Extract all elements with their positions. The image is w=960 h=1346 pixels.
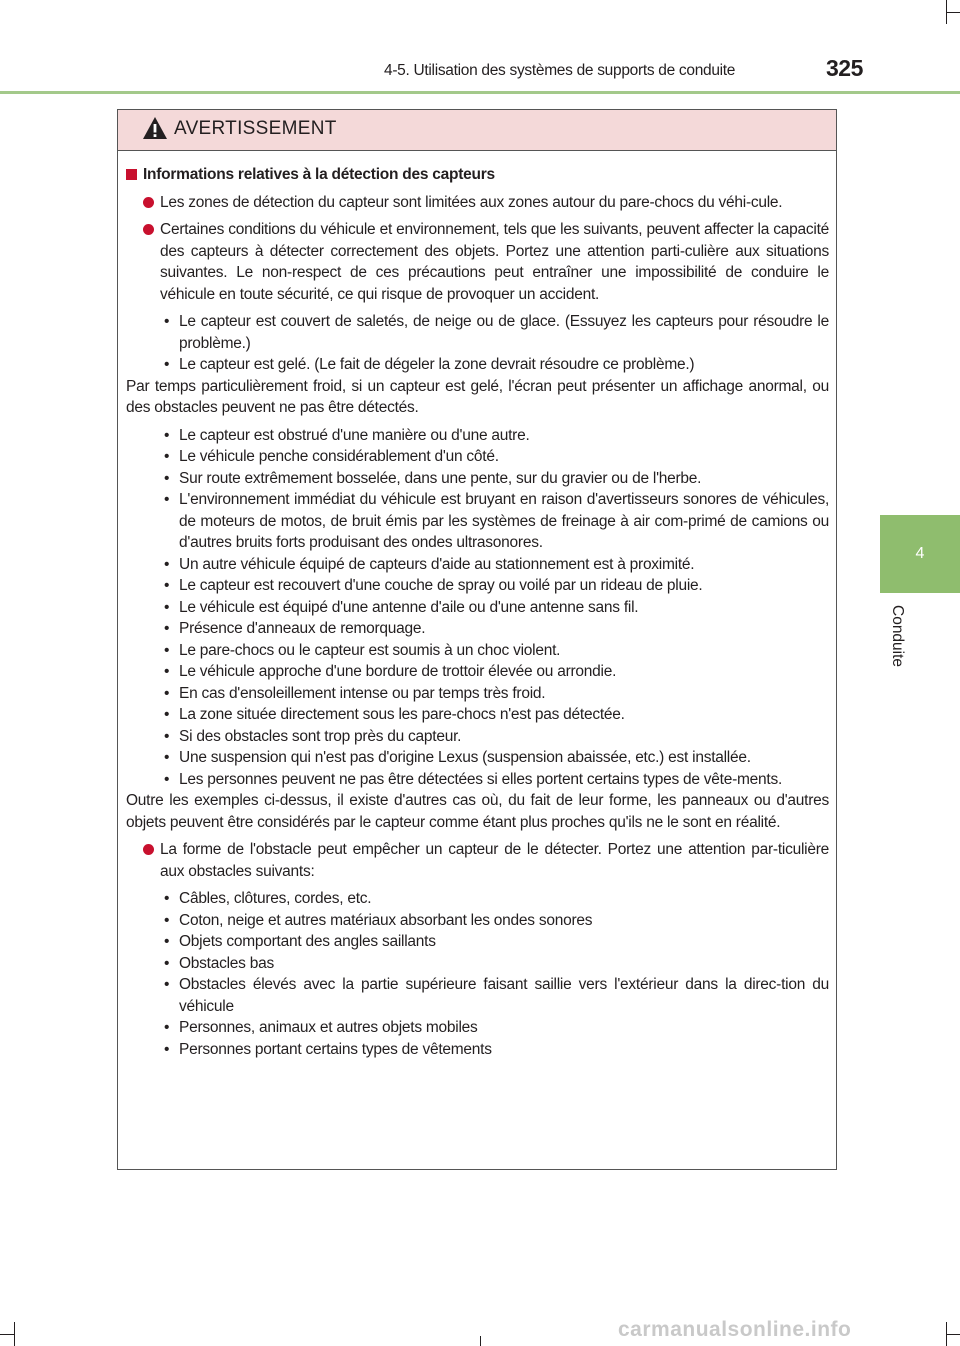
sub-list <box>143 311 829 376</box>
list-item: • Un autre véhicule équipé de capteurs d'aide au stationnement est à proximité. <box>143 554 829 576</box>
list-item: • Le véhicule penche considérablement d'un côté. <box>143 446 829 468</box>
warning-triangle-icon <box>142 116 168 140</box>
chapter-number: 4 <box>915 545 925 562</box>
list-item: • Le capteur est gelé. (Le fait de dégeler la zone devrait résoudre ce problème.) <box>143 354 829 376</box>
chapter-label: Conduite <box>889 605 906 668</box>
list-item: • En cas d'ensoleillement intense ou par temps très froid. <box>143 683 829 705</box>
watermark: carmanualsonline.info <box>618 1318 852 1341</box>
list-item: • Obstacles bas <box>143 953 829 975</box>
bullet-paragraph: Certaines conditions du véhicule et environnement, tels que les suivants, peuvent affecter la capacité des capteurs à détecter correctement des objets. Portez une attention parti-culière aux situations suivantes. Le non-respect de ces précautions peut entraîner une impossibilité de conduire le véhicule en toute sécurité, ce qui risque de provoquer un accident. <box>143 219 829 305</box>
list-item: • Une suspension qui n'est pas d'origine Lexus (suspension abaissée, etc.) est installée. <box>143 747 829 769</box>
crop-mark <box>946 12 960 13</box>
list-item: • Le véhicule approche d'une bordure de trottoir élevée ou arrondie. <box>143 661 829 683</box>
note-paragraph: Outre les exemples ci-dessus, il existe d'autres cas où, du fait de leur forme, les panneaux ou d'autres objets peuvent être considérés par le capteur comme étant plus proches qu'ils ne le sont en réalité. <box>126 792 829 831</box>
section-title: 4-5. Utilisation des systèmes de supports de conduite <box>384 62 736 79</box>
list-item: • Sur route extrêmement bosselée, dans une pente, sur du gravier ou de l'herbe. <box>143 468 829 490</box>
warning-title: AVERTISSEMENT <box>174 118 337 139</box>
crop-mark <box>14 1322 15 1346</box>
list-item: • La zone située directement sous les pare-chocs n'est pas détectée. <box>143 704 829 726</box>
list-item: • L'environnement immédiat du véhicule est bruyant en raison d'avertisseurs sonores de véhicules, de moteurs de motos, de bruit émis par les systèmes de freinage à air com-primé de camions ou d'autres bruits forts produisant des ondes ultrasonores. <box>143 489 829 554</box>
warning-header <box>118 110 836 151</box>
crop-mark <box>480 1336 481 1346</box>
bullet-paragraph: Les zones de détection du capteur sont limitées aux zones autour du pare-chocs du véhi-cule. <box>143 192 829 214</box>
bullet-dot-icon <box>143 197 154 208</box>
header-rule <box>0 91 960 94</box>
bullet-dot-icon <box>143 844 154 855</box>
list-item: • Objets comportant des angles saillants <box>143 931 829 953</box>
section-heading: Informations relatives à la détection des capteurs <box>143 164 829 186</box>
list-item: • Le pare-chocs ou le capteur est soumis à un choc violent. <box>143 640 829 662</box>
list-item: • Personnes, animaux et autres objets mobiles <box>143 1017 829 1039</box>
list-item: • Le capteur est obstrué d'une manière ou d'une autre. <box>143 425 829 447</box>
list-item: • Le capteur est couvert de saletés, de neige ou de glace. (Essuyez les capteurs pour résoudre le problème.) <box>143 311 829 354</box>
bullet-dot-icon <box>143 224 154 235</box>
chapter-tab[interactable] <box>880 515 960 593</box>
list-item: • Le capteur est recouvert d'une couche de spray ou voilé par un rideau de pluie. <box>143 575 829 597</box>
note-paragraph: Par temps particulièrement froid, si un capteur est gelé, l'écran peut présenter un affichage anormal, ou des obstacles peuvent ne pas être détectés. <box>126 377 829 416</box>
list-item: • Les personnes peuvent ne pas être détectées si elles portent certains types de vête-ments. <box>143 769 829 791</box>
bullet-paragraph: La forme de l'obstacle peut empêcher un capteur de le détecter. Portez une attention par-ticulière aux obstacles suivants: <box>143 839 829 882</box>
square-bullet-icon <box>126 169 137 180</box>
crop-mark <box>946 1334 960 1335</box>
list-item: • Obstacles élevés avec la partie supérieure faisant saillie vers l'extérieur dans la direc-tion du véhicule <box>143 974 829 1017</box>
list-item: • Coton, neige et autres matériaux absorbant les ondes sonores <box>143 910 829 932</box>
list-item: • Câbles, clôtures, cordes, etc. <box>143 888 829 910</box>
list-item: • Si des obstacles sont trop près du capteur. <box>143 726 829 748</box>
sub-list <box>143 425 829 791</box>
list-item: • Présence d'anneaux de remorquage. <box>143 618 829 640</box>
crop-mark <box>0 1334 14 1335</box>
sub-list <box>143 888 829 1060</box>
page-number: 325 <box>826 55 863 81</box>
warning-content <box>126 164 829 1060</box>
list-item: • Le véhicule est équipé d'une antenne d'aile ou d'une antenne sans fil. <box>143 597 829 619</box>
list-item: • Personnes portant certains types de vêtements <box>143 1039 829 1061</box>
